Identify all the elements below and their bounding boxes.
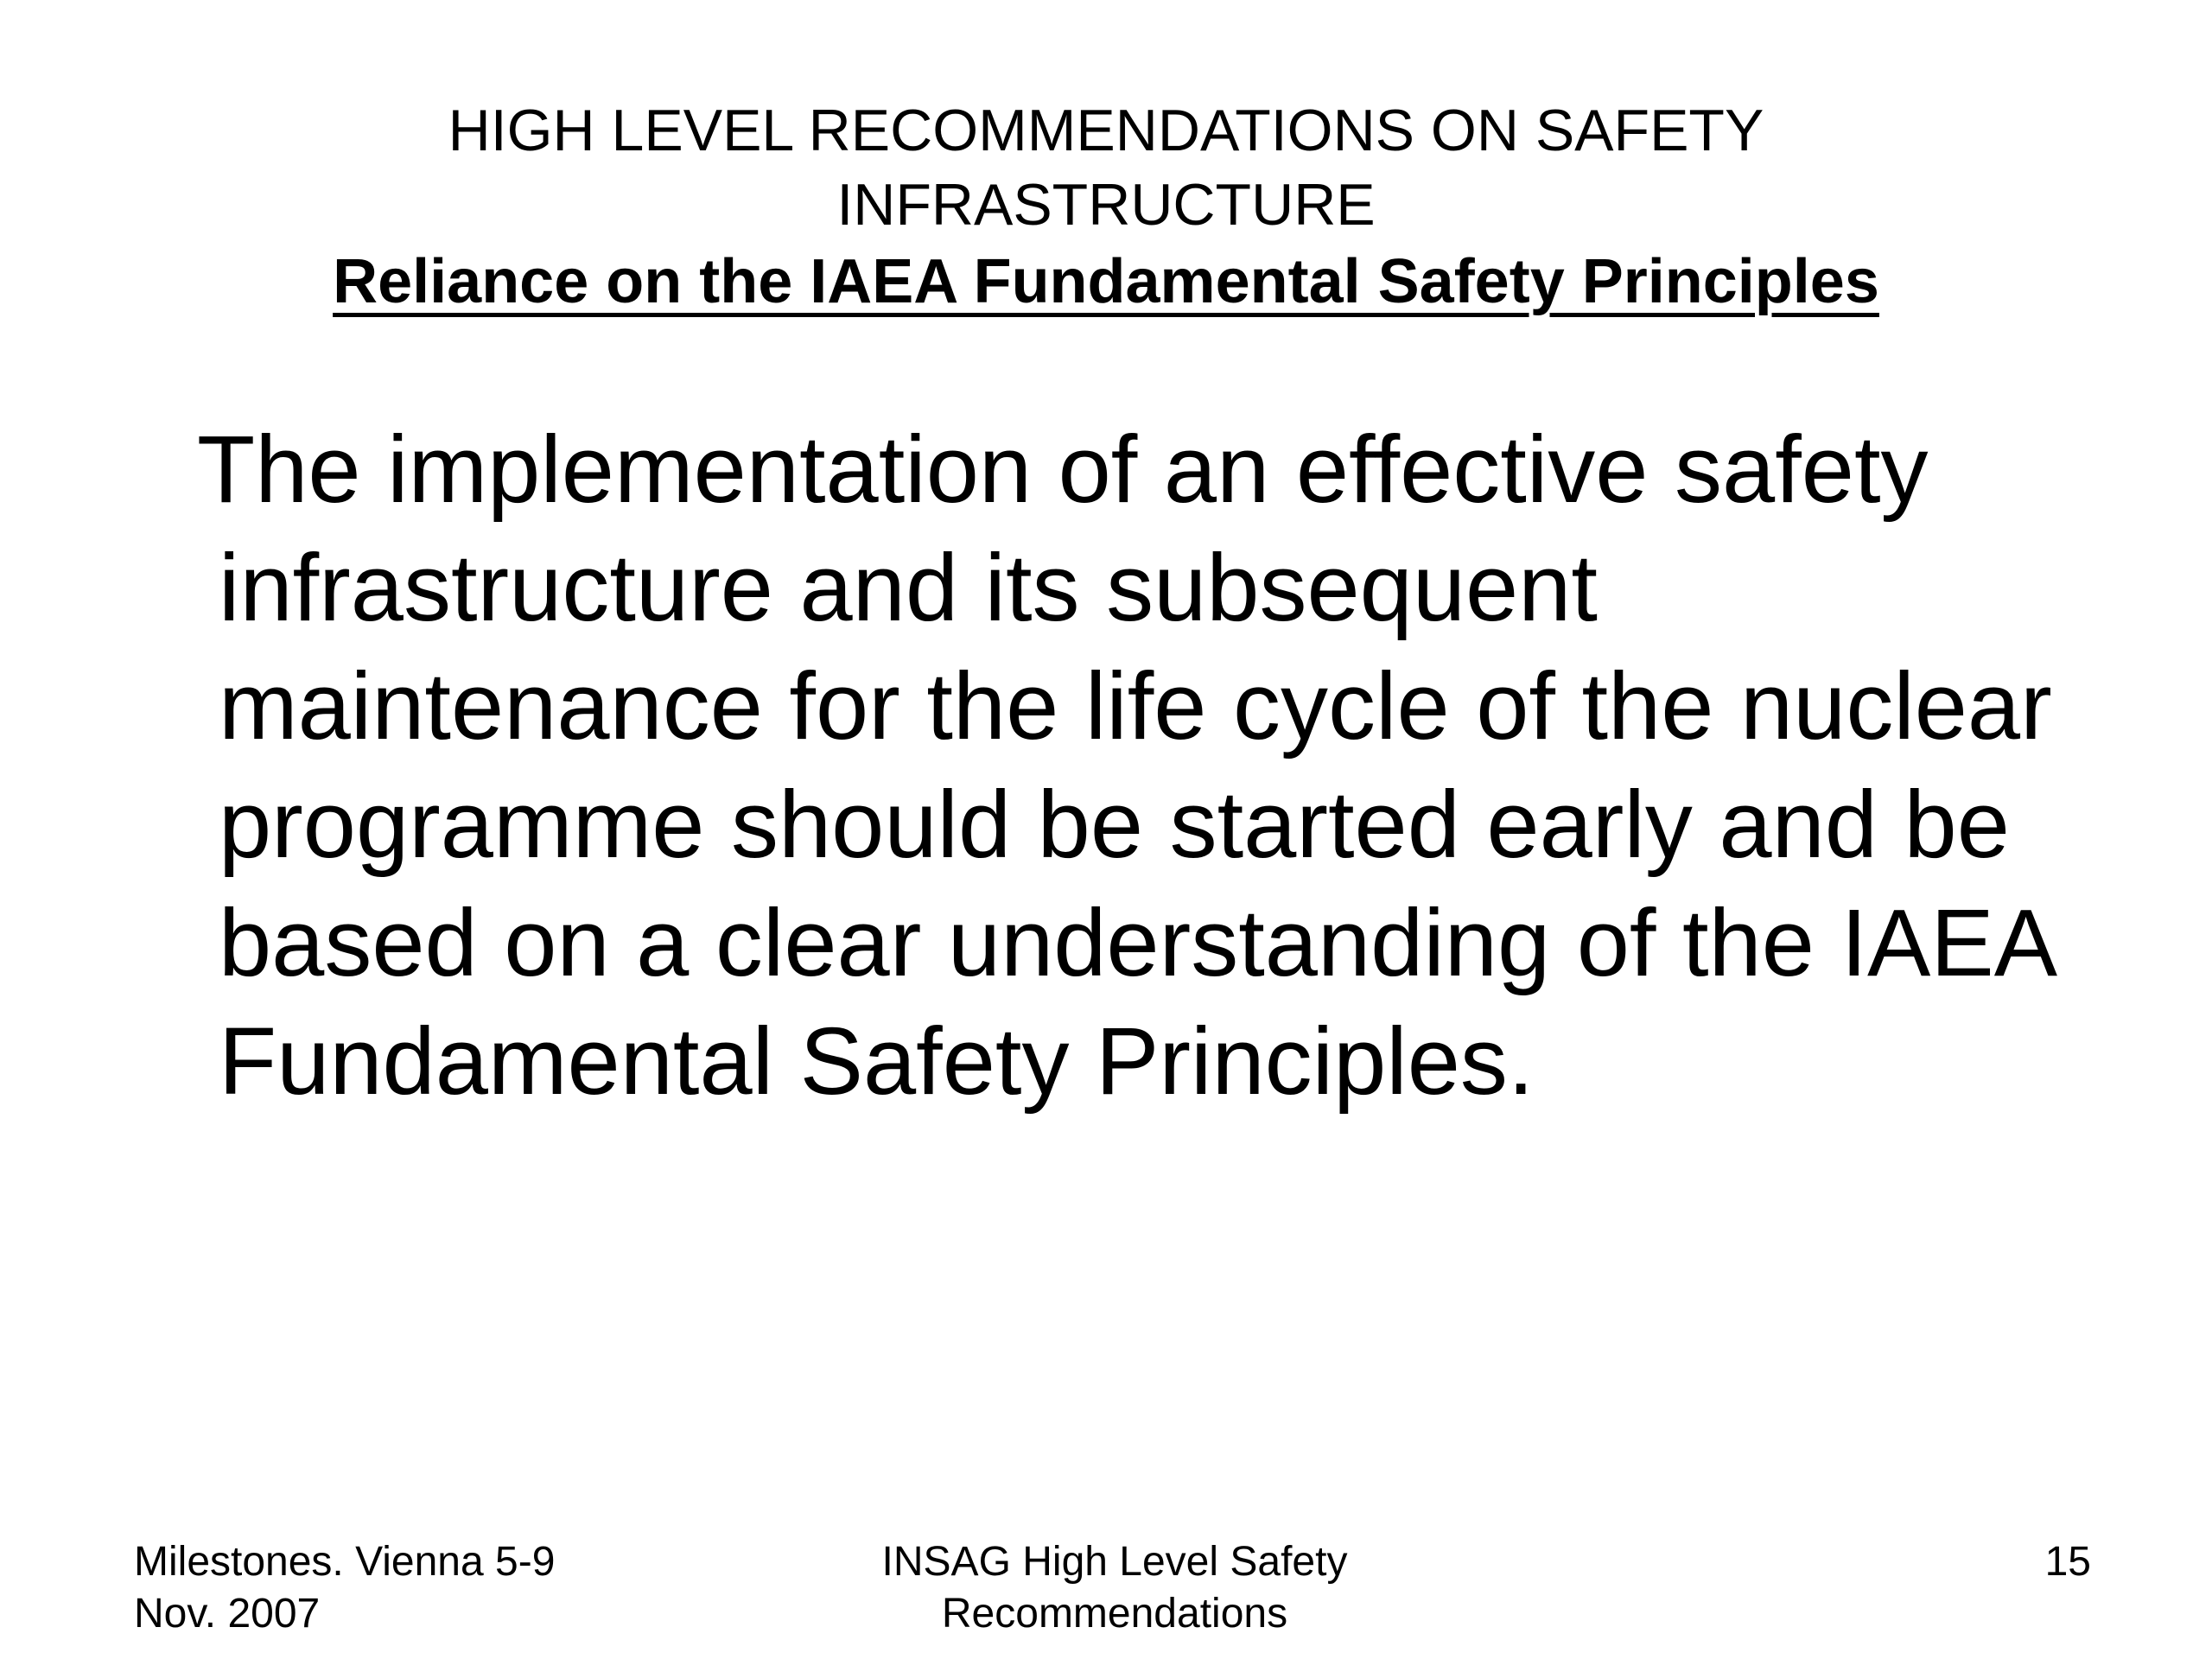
slide-body-text: The implementation of an effective safety infrastructure and its subsequent maintenance for the life cycle of the nuclear programme should be started early and be based on a clear understanding of the IAEA Fundamental Safety Principles. <box>197 416 2053 1115</box>
footer-center-line-2: Recommendations <box>941 1591 1288 1637</box>
footer-center-line-1: INSAG High Level Safety <box>881 1539 1348 1585</box>
footer-left-line-2: Nov. 2007 <box>134 1591 321 1637</box>
footer-left <box>134 1536 618 1640</box>
slide-title-line-2: INFRASTRUCTURE <box>836 172 1376 238</box>
slide-subtitle: Reliance on the IAEA Fundamental Safety Principles <box>333 247 1879 316</box>
page-number: 15 <box>2044 1539 2091 1585</box>
title-block <box>0 93 2212 321</box>
footer-left-line-1: Milestones. Vienna 5-9 <box>134 1539 556 1585</box>
slide-title-line-1: HIGH LEVEL RECOMMENDATIONS ON SAFETY <box>448 98 1764 163</box>
footer-center <box>760 1536 1469 1640</box>
